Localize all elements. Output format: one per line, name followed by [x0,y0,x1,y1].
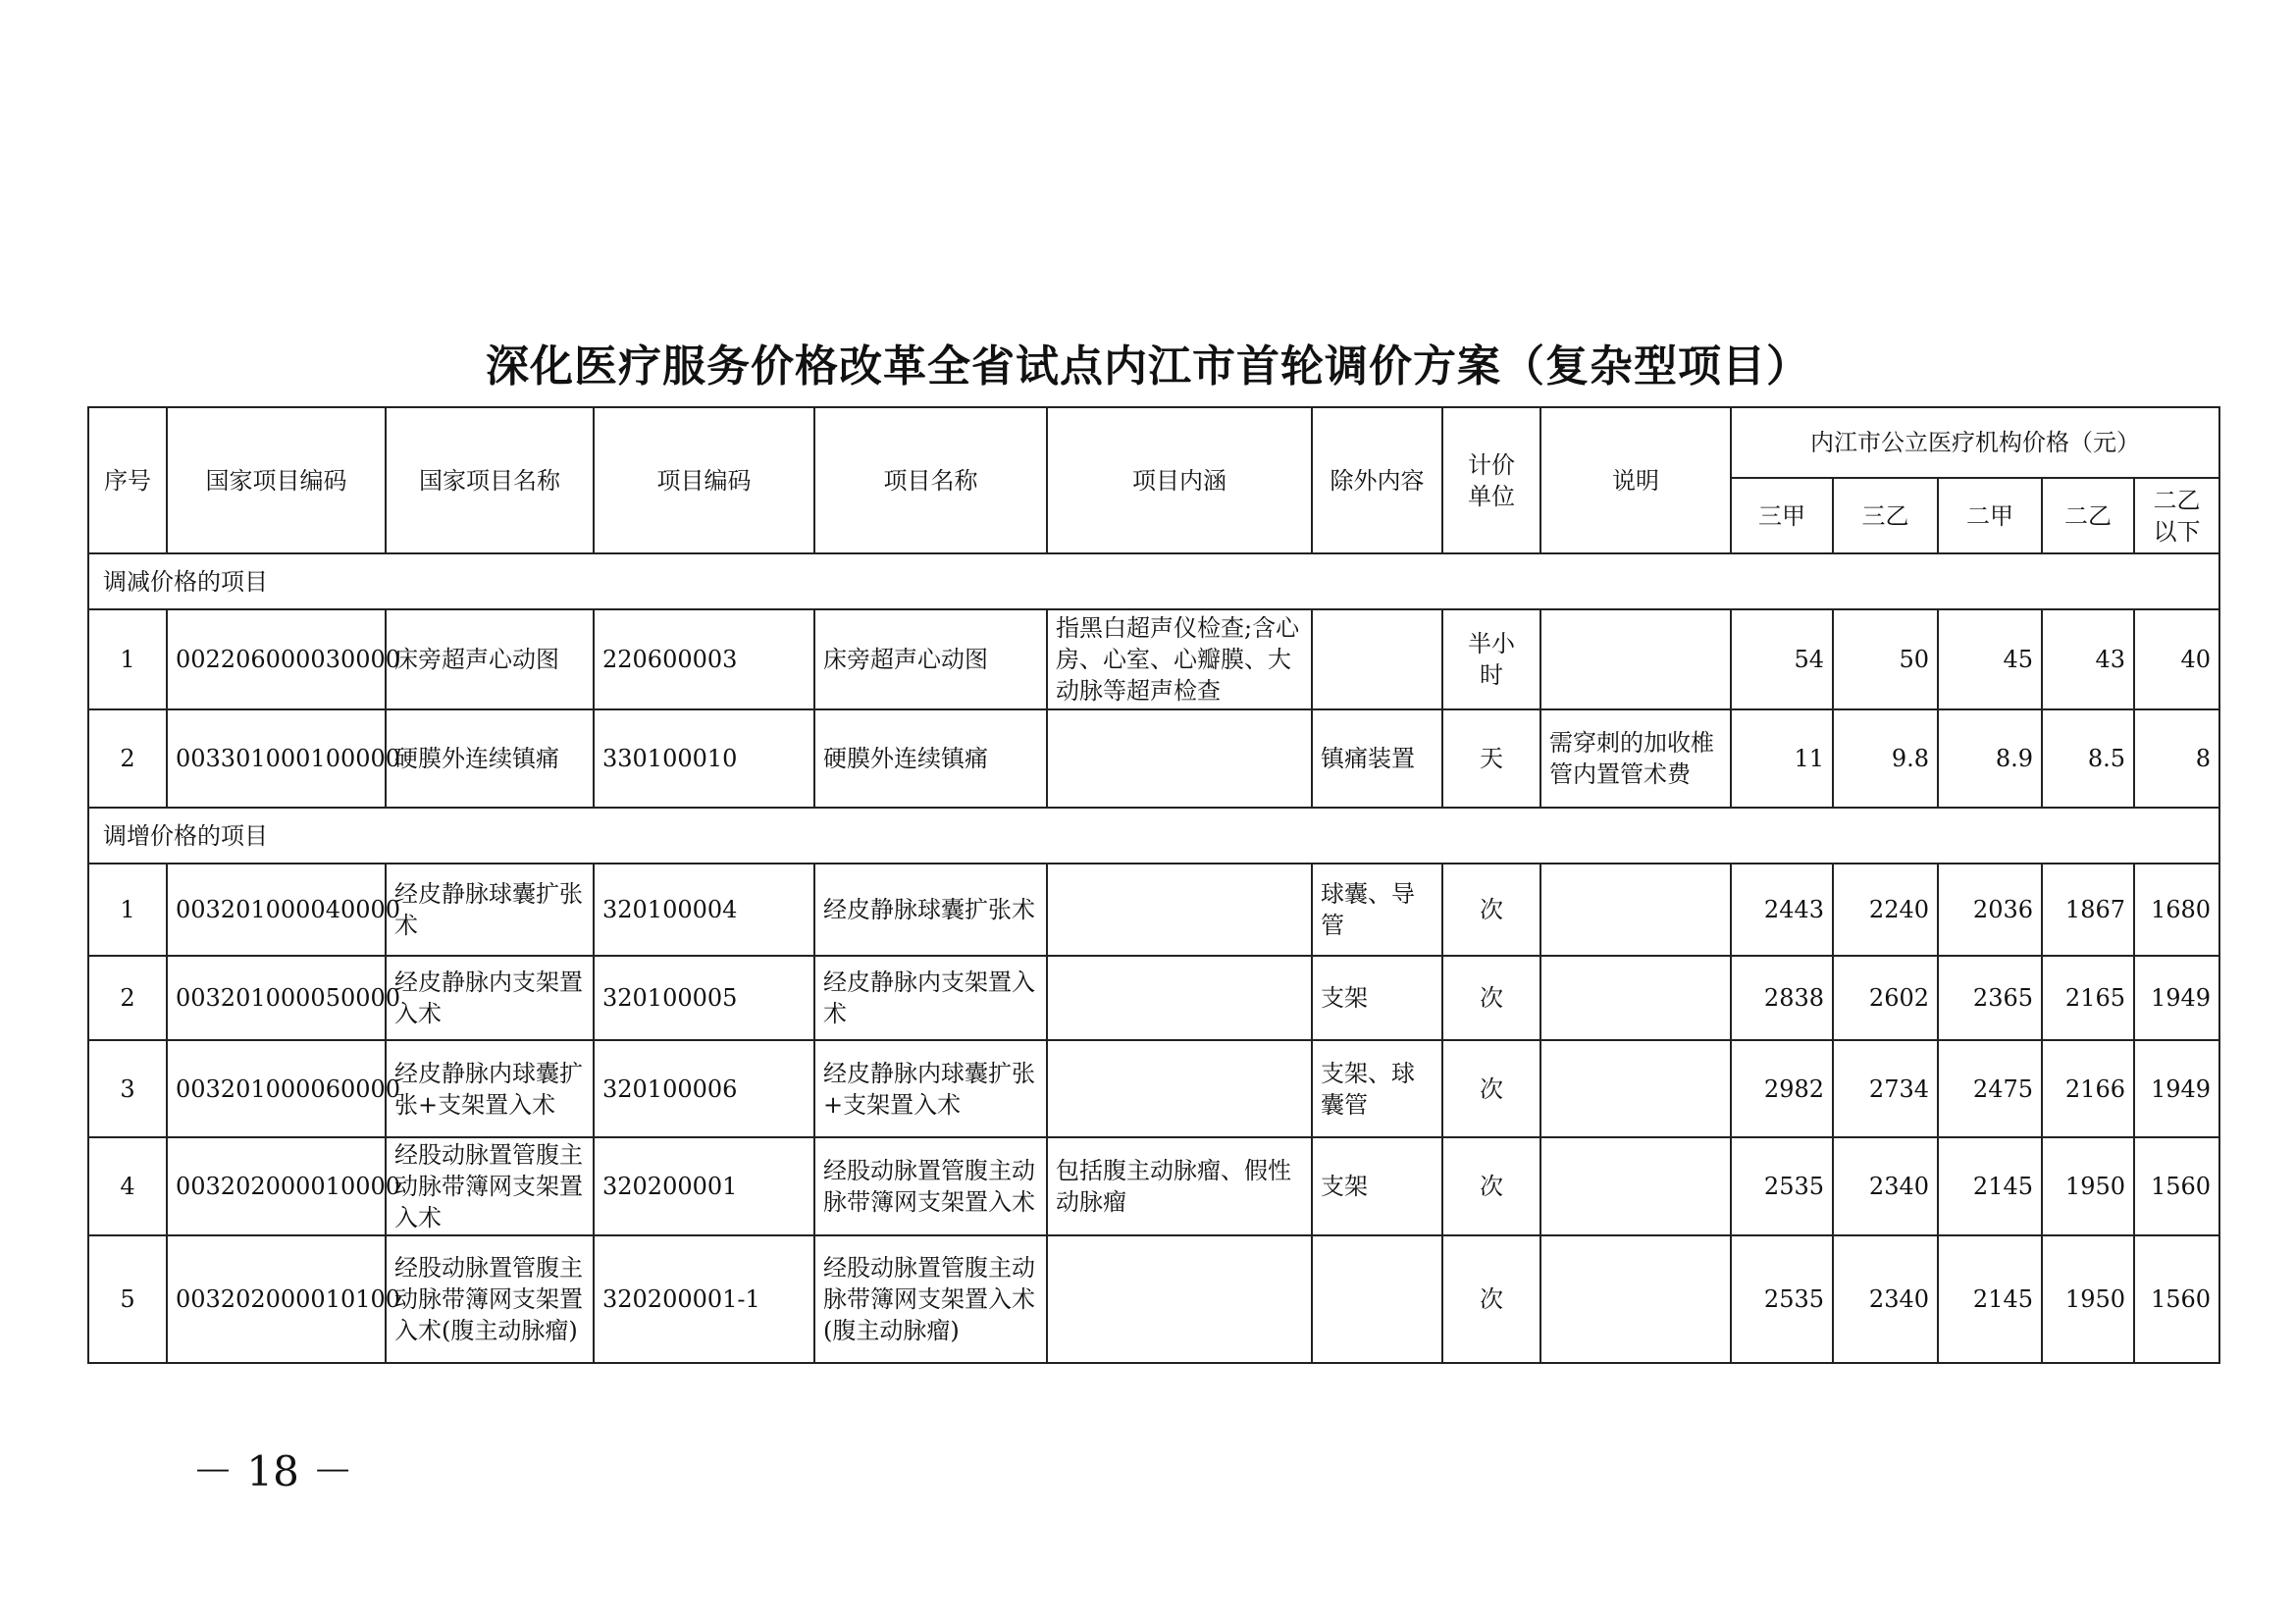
cell-excluded: 支架 [1312,1137,1442,1235]
cell-price-sanyi: 2734 [1833,1040,1938,1137]
cell-national-code: 003201000040000 [167,864,386,956]
cell-price-sanyi: 9.8 [1833,709,1938,808]
header-row-1 [88,407,2219,478]
cell-price-eryi: 8.5 [2042,709,2134,808]
cell-unit: 次 [1442,1040,1540,1137]
cell-national-name: 床旁超声心动图 [386,609,594,709]
cell-seq: 4 [88,1137,167,1235]
cell-note [1540,609,1731,709]
cell-item-code: 320100005 [594,956,814,1040]
cell-national-code: 003201000050000 [167,956,386,1040]
cell-price-eryi: 1867 [2042,864,2134,956]
table-row [88,864,2219,956]
cell-item-name: 硬膜外连续镇痛 [814,709,1047,808]
header-connotation: 项目内涵 [1047,407,1312,553]
cell-price-sanjia: 11 [1731,709,1833,808]
cell-connotation: 指黑白超声仪检查;含心房、心室、心瓣膜、大动脉等超声检查 [1047,609,1312,709]
header-note: 说明 [1540,407,1731,553]
cell-price-below-eryi: 8 [2134,709,2219,808]
cell-unit: 天 [1442,709,1540,808]
cell-price-erjia: 2145 [1938,1137,2042,1235]
table-row [88,1040,2219,1137]
header-seq: 序号 [88,407,167,553]
cell-unit: 次 [1442,1235,1540,1363]
header-level-below-eryi: 二乙以下 [2134,478,2219,553]
page-number: － 18 － [192,1447,354,1495]
section-label: 调减价格的项目 [88,553,2219,609]
section-label: 调增价格的项目 [88,808,2219,864]
cell-item-code: 320100004 [594,864,814,956]
cell-item-name: 经股动脉置管腹主动脉带簿网支架置入术 [814,1137,1047,1235]
cell-price-sanjia: 2838 [1731,956,1833,1040]
cell-note [1540,1235,1731,1363]
cell-note [1540,1137,1731,1235]
cell-item-code: 220600003 [594,609,814,709]
header-item-name: 项目名称 [814,407,1047,553]
cell-excluded: 支架 [1312,956,1442,1040]
cell-price-sanjia: 54 [1731,609,1833,709]
cell-excluded [1312,1235,1442,1363]
cell-item-name: 经皮静脉球囊扩张术 [814,864,1047,956]
cell-national-name: 经皮静脉内支架置入术 [386,956,594,1040]
cell-national-name: 硬膜外连续镇痛 [386,709,594,808]
cell-price-eryi: 43 [2042,609,2134,709]
cell-connotation [1047,1235,1312,1363]
cell-excluded [1312,609,1442,709]
table-row [88,709,2219,808]
header-unit: 计价单位 [1442,407,1540,553]
header-level-erjia: 二甲 [1938,478,2042,553]
cell-connotation: 包括腹主动脉瘤、假性动脉瘤 [1047,1137,1312,1235]
cell-price-eryi: 1950 [2042,1235,2134,1363]
table-row [88,1235,2219,1363]
cell-connotation [1047,1040,1312,1137]
header-national-code: 国家项目编码 [167,407,386,553]
cell-national-code: 003202000010000 [167,1137,386,1235]
cell-unit: 次 [1442,864,1540,956]
cell-price-below-eryi: 1560 [2134,1137,2219,1235]
cell-note [1540,1040,1731,1137]
cell-price-eryi: 1950 [2042,1137,2134,1235]
cell-note: 需穿刺的加收椎管内置管术费 [1540,709,1731,808]
cell-price-sanyi: 50 [1833,609,1938,709]
header-item-code: 项目编码 [594,407,814,553]
cell-price-sanyi: 2240 [1833,864,1938,956]
cell-price-erjia: 2365 [1938,956,2042,1040]
header-national-name: 国家项目名称 [386,407,594,553]
cell-unit: 半小时 [1442,609,1540,709]
cell-item-code: 320200001 [594,1137,814,1235]
cell-price-erjia: 2475 [1938,1040,2042,1137]
cell-seq: 1 [88,864,167,956]
header-level-eryi: 二乙 [2042,478,2134,553]
cell-seq: 5 [88,1235,167,1363]
cell-national-name: 经股动脉置管腹主动脉带簿网支架置入术 [386,1137,594,1235]
cell-seq: 1 [88,609,167,709]
cell-seq: 3 [88,1040,167,1137]
document-title: 深化医疗服务价格改革全省试点内江市首轮调价方案（复杂型项目） [486,341,1810,392]
header-price-group: 内江市公立医疗机构价格（元） [1731,407,2219,478]
cell-price-below-eryi: 1680 [2134,864,2219,956]
cell-excluded: 镇痛装置 [1312,709,1442,808]
cell-price-erjia: 45 [1938,609,2042,709]
cell-price-eryi: 2166 [2042,1040,2134,1137]
cell-price-below-eryi: 1560 [2134,1235,2219,1363]
cell-price-sanjia: 2535 [1731,1235,1833,1363]
cell-national-name: 经皮静脉内球囊扩张+支架置入术 [386,1040,594,1137]
cell-national-code: 003201000060000 [167,1040,386,1137]
cell-price-eryi: 2165 [2042,956,2134,1040]
cell-price-sanjia: 2982 [1731,1040,1833,1137]
cell-price-erjia: 2145 [1938,1235,2042,1363]
cell-item-name: 经皮静脉内支架置入术 [814,956,1047,1040]
cell-connotation [1047,709,1312,808]
section-row-decrease [88,553,2219,609]
cell-national-name: 经皮静脉球囊扩张术 [386,864,594,956]
cell-note [1540,864,1731,956]
cell-price-sanjia: 2535 [1731,1137,1833,1235]
cell-national-name: 经股动脉置管腹主动脉带簿网支架置入术(腹主动脉瘤) [386,1235,594,1363]
cell-price-sanyi: 2340 [1833,1137,1938,1235]
cell-item-code: 320100006 [594,1040,814,1137]
cell-note [1540,956,1731,1040]
header-level-sanyi: 三乙 [1833,478,1938,553]
cell-seq: 2 [88,709,167,808]
cell-price-sanyi: 2340 [1833,1235,1938,1363]
cell-connotation [1047,956,1312,1040]
cell-excluded: 支架、球囊管 [1312,1040,1442,1137]
cell-price-sanjia: 2443 [1731,864,1833,956]
cell-unit: 次 [1442,1137,1540,1235]
header-level-sanjia: 三甲 [1731,478,1833,553]
table-row [88,956,2219,1040]
cell-price-below-eryi: 40 [2134,609,2219,709]
cell-item-name: 床旁超声心动图 [814,609,1047,709]
cell-national-code: 003301000100000 [167,709,386,808]
cell-price-sanyi: 2602 [1833,956,1938,1040]
cell-price-erjia: 2036 [1938,864,2042,956]
cell-item-name: 经股动脉置管腹主动脉带簿网支架置入术(腹主动脉瘤) [814,1235,1047,1363]
table-row [88,1137,2219,1235]
cell-national-code: 003202000010100 [167,1235,386,1363]
cell-price-erjia: 8.9 [1938,709,2042,808]
table-row [88,609,2219,709]
cell-seq: 2 [88,956,167,1040]
cell-excluded: 球囊、导管 [1312,864,1442,956]
section-row-increase [88,808,2219,864]
cell-unit: 次 [1442,956,1540,1040]
price-table [87,406,2220,1364]
header-excluded: 除外内容 [1312,407,1442,553]
cell-item-code: 330100010 [594,709,814,808]
cell-national-code: 002206000030000 [167,609,386,709]
cell-item-name: 经皮静脉内球囊扩张+支架置入术 [814,1040,1047,1137]
cell-item-code: 320200001-1 [594,1235,814,1363]
cell-connotation [1047,864,1312,956]
cell-price-below-eryi: 1949 [2134,956,2219,1040]
cell-price-below-eryi: 1949 [2134,1040,2219,1137]
